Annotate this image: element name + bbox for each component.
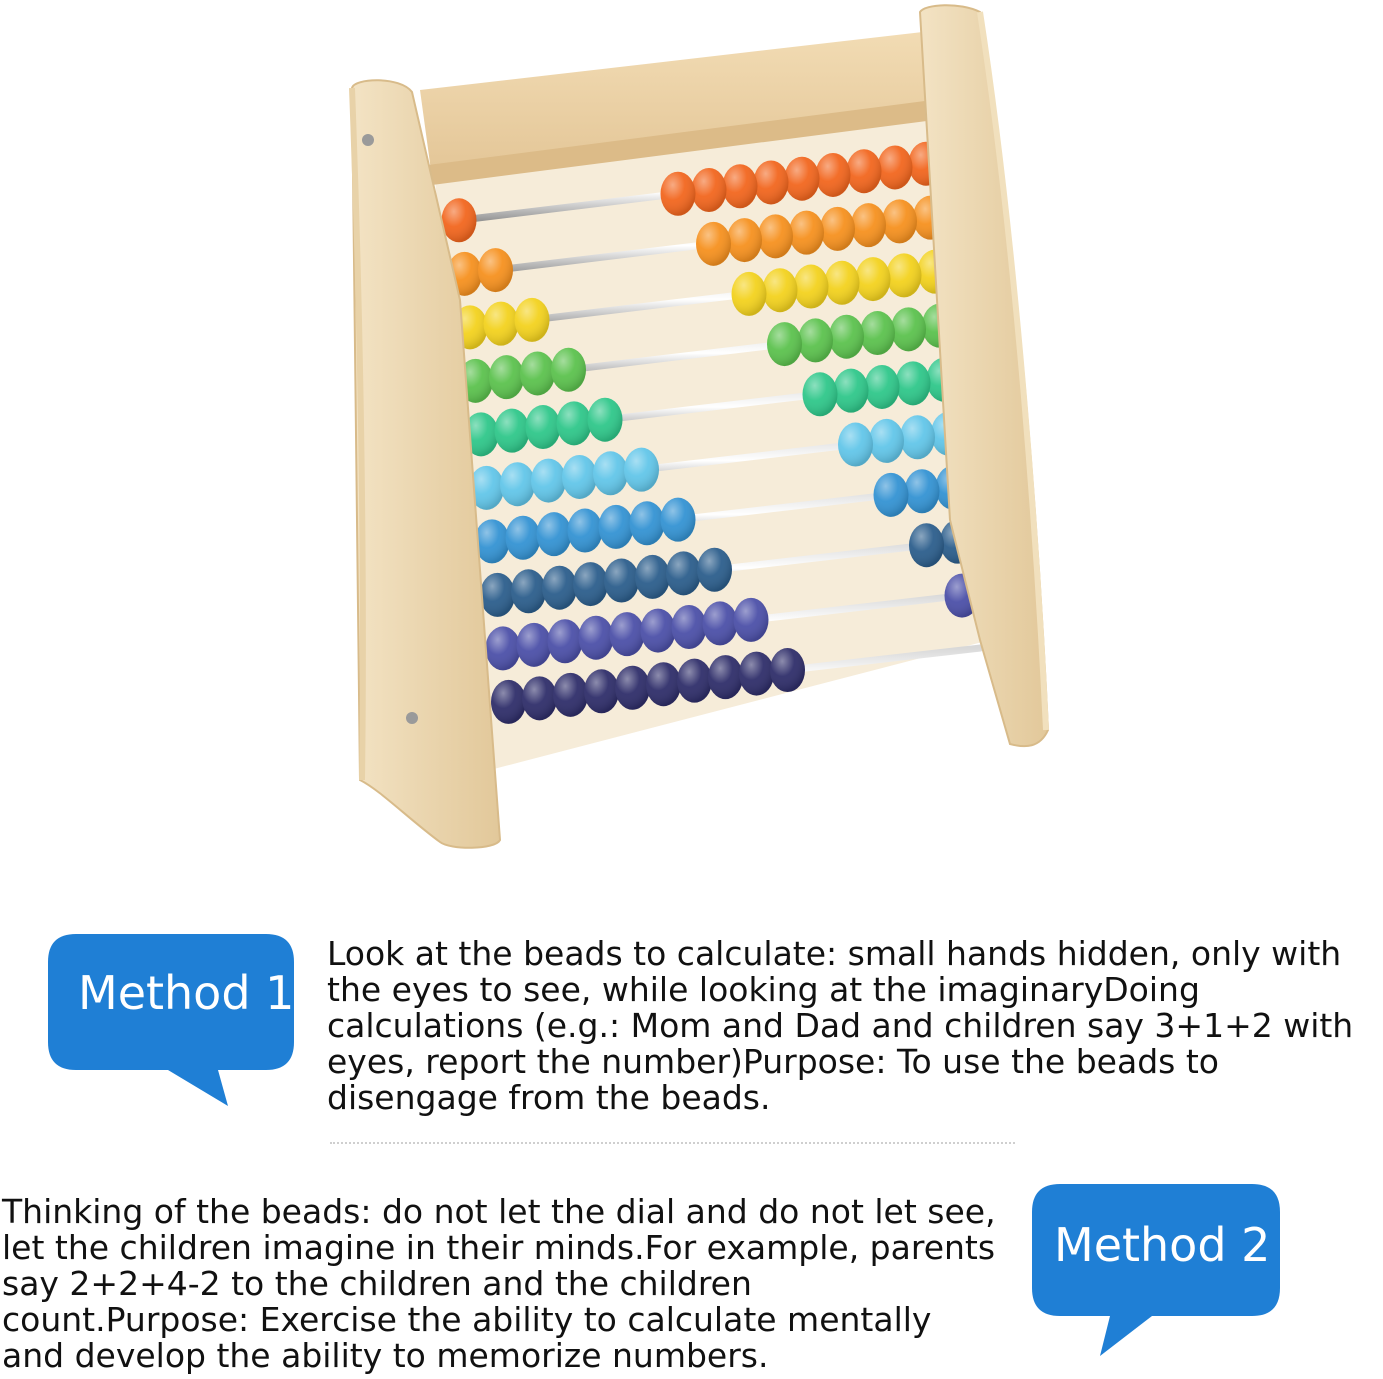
abacus-bead-shine xyxy=(661,498,696,542)
abacus-bead-shine xyxy=(579,616,614,660)
abacus-bead-shine xyxy=(568,509,603,553)
abacus-bead-shine xyxy=(847,149,882,193)
abacus-bead-shine xyxy=(905,469,940,513)
abacus-bead-shine xyxy=(610,612,645,656)
abacus-bead-shine xyxy=(896,361,931,405)
abacus-bead-shine xyxy=(767,322,802,366)
abacus-bead-shine xyxy=(672,605,707,649)
abacus-bead-shine xyxy=(526,405,561,449)
abacus-bead-shine xyxy=(593,451,628,495)
abacus-bead-shine xyxy=(599,505,634,549)
speech-bubble-icon xyxy=(48,930,298,1110)
abacus-bead-shine xyxy=(869,419,904,463)
abacus-bead-shine xyxy=(763,268,798,312)
abacus-bead-shine xyxy=(562,455,597,499)
abacus-bead-shine xyxy=(909,523,944,567)
screw-top-left xyxy=(362,134,374,146)
divider xyxy=(330,1142,1015,1144)
abacus-bead-shine xyxy=(887,253,922,297)
abacus-bead-shine xyxy=(829,315,864,359)
abacus-bead-shine xyxy=(553,673,588,717)
abacus-bead-shine xyxy=(789,211,824,255)
abacus-bead-shine xyxy=(727,218,762,262)
abacus-bead-shine xyxy=(557,401,592,445)
method1-callout xyxy=(48,930,298,1110)
abacus-bead-shine xyxy=(856,257,891,301)
abacus-bead-shine xyxy=(758,214,793,258)
abacus-bead-shine xyxy=(624,448,659,492)
abacus-bead-shine xyxy=(635,555,670,599)
abacus-bead-shine xyxy=(630,501,665,545)
abacus-bead-shine xyxy=(495,409,530,453)
method2-callout xyxy=(1032,1180,1282,1360)
abacus-bead-shine xyxy=(834,369,869,413)
abacus-bead-shine xyxy=(506,516,541,560)
abacus-bead-shine xyxy=(696,222,731,266)
abacus-bead-shine xyxy=(573,562,608,606)
abacus-bead-shine xyxy=(517,623,552,667)
abacus-bead-shine xyxy=(615,666,650,710)
abacus-bead-shine xyxy=(891,307,926,351)
abacus-bead-shine xyxy=(878,145,913,189)
abacus-bead-shine xyxy=(491,680,526,724)
abacus-bead-shine xyxy=(794,265,829,309)
abacus-bead-shine xyxy=(486,626,521,670)
method1-description: Look at the beads to calculate: small hands hidden, only with the eyes to see, while looking at the imaginaryDoing calculations (e.g.: Mom and Dad and children say 3+1+2 with eyes, report the number)Purpose: To use the beads to disengage from the beads. xyxy=(327,934,1354,1117)
abacus-bead-shine xyxy=(882,199,917,243)
abacus-bead-shine xyxy=(551,348,586,392)
abacus-bead-shine xyxy=(484,302,519,346)
abacus-bead-shine xyxy=(604,559,639,603)
abacus-bead-shine xyxy=(770,648,805,692)
abacus-bead-shine xyxy=(584,669,619,713)
abacus-bead-shine xyxy=(537,512,572,556)
abacus-bead-shine xyxy=(703,601,738,645)
abacus-illustration xyxy=(340,0,1060,860)
abacus-bead-shine xyxy=(732,272,767,316)
abacus-bead-shine xyxy=(734,598,769,642)
abacus-bead-shine xyxy=(803,372,838,416)
abacus-bead-shine xyxy=(520,351,555,395)
abacus-bead-shine xyxy=(838,423,873,467)
abacus-bead-shine xyxy=(798,318,833,362)
abacus-bead-shine xyxy=(548,619,583,663)
abacus-bead-shine xyxy=(531,459,566,503)
abacus-bead-shine xyxy=(754,160,789,204)
abacus-bead-shine xyxy=(588,398,623,442)
abacus-bead-shine xyxy=(874,473,909,517)
abacus-bead-shine xyxy=(708,655,743,699)
abacus-bead-shine xyxy=(900,415,935,459)
abacus-bead-shine xyxy=(515,298,550,342)
abacus-bead-shine xyxy=(489,355,524,399)
abacus-bead-shine xyxy=(666,551,701,595)
method1-label: Method 1 xyxy=(78,966,295,1020)
abacus-bead-shine xyxy=(865,365,900,409)
abacus-bead-shine xyxy=(677,659,712,703)
abacus-bead-shine xyxy=(478,248,513,292)
method2-description: Thinking of the beads: do not let the dial and do not let see, let the children imagine in their minds.For example, parents say 2+2+4-2 to the children and the children count.Purpose: Exercise the ability to calculate mentally and develop the ability to memorize numbers. xyxy=(2,1192,996,1375)
abacus-bead-shine xyxy=(723,164,758,208)
abacus-bead-shine xyxy=(860,311,895,355)
abacus-bead-shine xyxy=(542,566,577,610)
abacus-bead-shine xyxy=(646,662,681,706)
abacus-bead-shine xyxy=(816,153,851,197)
abacus-bead-shine xyxy=(480,573,515,617)
abacus-bead-shine xyxy=(785,157,820,201)
abacus-bead-shine xyxy=(511,569,546,613)
method2-label: Method 2 xyxy=(1054,1218,1271,1272)
abacus-bead-shine xyxy=(739,652,774,696)
abacus-bead-shine xyxy=(641,609,676,653)
abacus-bead-shine xyxy=(522,676,557,720)
abacus-bead-shine xyxy=(500,462,535,506)
abacus-bead-shine xyxy=(697,548,732,592)
abacus-bead-shine xyxy=(825,261,860,305)
abacus-bead-shine xyxy=(442,198,477,242)
abacus-bead-shine xyxy=(820,207,855,251)
abacus-bead-shine xyxy=(661,172,696,216)
abacus-bead-shine xyxy=(692,168,727,212)
abacus-bead-shine xyxy=(851,203,886,247)
screw-bottom-left xyxy=(406,712,418,724)
